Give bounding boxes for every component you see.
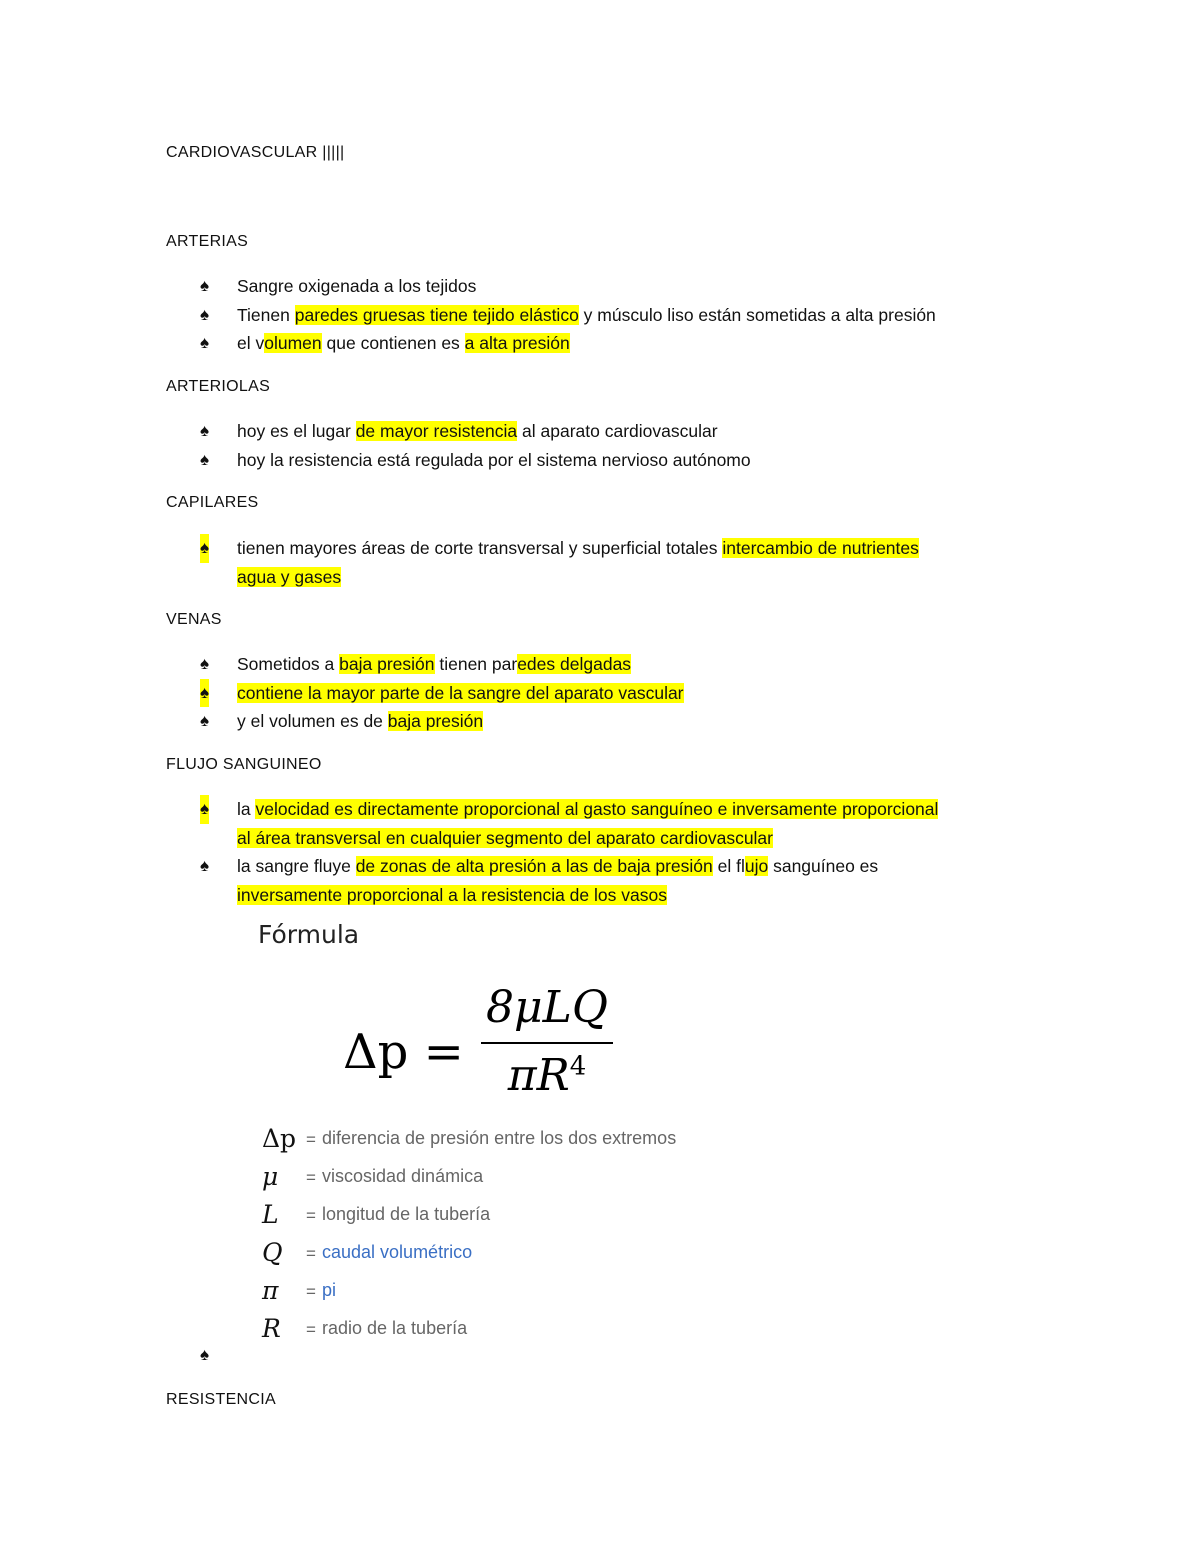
highlighted-text: baja presión (339, 654, 435, 674)
variable-symbol: Q (262, 1238, 283, 1267)
list-item: ♠ tienen mayores áreas de corte transversal y superficial totales intercambio de nutrientes agua y gases (200, 534, 1060, 591)
section-heading-arterias: ARTERIAS (166, 233, 249, 250)
highlighted-text: de zonas de alta presión a las de baja presión (355, 856, 713, 876)
list-item: ♠ la velocidad es directamente proporcional al gasto sanguíneo e inversamente proporcional al área transversal en cualquier segmento del aparato cardiovascular (200, 795, 1060, 852)
highlighted-text: inversamente proporcional a la resistencia de los vasos (237, 884, 667, 905)
formula-variable-row (258, 1314, 858, 1352)
spade-icon: ♠ (200, 304, 210, 324)
list-item: ♠ hoy la resistencia está regulada por el sistema nervioso autónomo (200, 446, 1060, 475)
section-heading-venas: VENAS (166, 611, 222, 628)
list-item: ♠ el volumen que contienen es a alta presión (200, 329, 1060, 358)
spade-icon: ♠ (200, 679, 209, 708)
spade-icon: ♠ (200, 795, 209, 824)
list-item (200, 679, 1060, 708)
list-item: ♠ la sangre fluye de zonas de alta presión a las de baja presión el flujo sanguíneo es inversamente proporcional a la resistencia de los vasos (200, 852, 1060, 909)
variable-description: viscosidad dinámica (322, 1166, 484, 1186)
highlighted-text: olumen (264, 333, 322, 353)
formula-variable-row (258, 1238, 858, 1276)
variable-symbol: R (262, 1314, 281, 1343)
highlighted-text: edes delgadas (517, 654, 632, 674)
spade-icon: ♠ (200, 333, 210, 352)
highlighted-text: de mayor resistencia (355, 421, 518, 441)
highlighted-text: al área transversal en cualquier segmento del aparato cardiovascular (237, 827, 773, 848)
variable-equals: = (306, 1168, 316, 1187)
equation-exponent: 4 (569, 1051, 587, 1082)
highlighted-text: a alta presión (464, 333, 570, 353)
variable-description: radio de la tubería (322, 1318, 468, 1338)
section-heading-capilares: CAPILARES (166, 494, 259, 511)
variable-equals: = (306, 1320, 316, 1339)
variable-symbol: Δp (262, 1124, 297, 1153)
spade-icon: ♠ (200, 449, 210, 469)
variable-equals: = (306, 1282, 316, 1301)
flujo-list (200, 795, 1060, 909)
variable-symbol: μ (262, 1162, 279, 1191)
spade-icon: ♠ (200, 856, 210, 875)
arteriolas-list (200, 417, 1060, 474)
section-heading-flujo: FLUJO SANGUINEO (166, 756, 322, 773)
spade-icon: ♠ (200, 1345, 210, 1364)
formula-title: Fórmula (258, 920, 360, 949)
variable-symbol: π (262, 1276, 279, 1305)
list-item: ♠ hoy es el lugar de mayor resistencia al aparato cardiovascular (200, 417, 1060, 446)
spade-icon: ♠ (200, 276, 210, 295)
highlighted-text: ujo (744, 856, 769, 876)
capilares-list (200, 534, 1060, 591)
variable-symbol: L (262, 1200, 279, 1229)
spade-icon: ♠ (200, 711, 210, 730)
highlighted-text: velocidad es directamente proporcional al gasto sanguíneo e inversamente proporcional (255, 799, 939, 819)
variable-description-link[interactable]: caudal volumétrico (322, 1242, 473, 1262)
formula-variable-row (258, 1200, 858, 1238)
spade-icon: ♠ (200, 534, 209, 563)
equation-fraction (481, 982, 613, 1101)
list-item: ♠ Sangre oxigenada a los tejidos (200, 272, 1060, 301)
section-heading-arteriolas: ARTERIOLAS (166, 378, 271, 395)
equation-numerator: 8μLQ (486, 982, 608, 1033)
venas-list (200, 650, 1060, 736)
variable-description-link[interactable]: pi (322, 1280, 337, 1300)
formula-variable-row (258, 1162, 858, 1200)
equation-lhs: Δp = (343, 1024, 464, 1080)
variable-equals: = (306, 1244, 316, 1263)
equation-denominator: $\pi R^4$ (507, 1050, 587, 1101)
document-title: CARDIOVASCULAR ||||| (166, 144, 345, 161)
list-item: ♠ Tienen paredes gruesas tiene tejido elástico y músculo liso están sometidas a alta presión (200, 301, 1060, 330)
section-heading-resistencia: RESISTENCIA (166, 1391, 276, 1408)
fraction-bar (481, 1042, 613, 1044)
highlighted-text: contiene la mayor parte de la sangre del aparato vascular (237, 682, 684, 703)
formula-figure (258, 920, 958, 1360)
formula-variable-row (258, 1276, 858, 1314)
spade-icon: ♠ (200, 654, 210, 673)
list-item: ♠ Sometidos a baja presión tienen paredes delgadas (200, 650, 1060, 679)
arterias-list (200, 272, 1060, 358)
highlighted-text: baja presión (387, 711, 484, 731)
highlighted-text: intercambio de nutrientes (722, 538, 919, 558)
formula-variable-row (258, 1124, 858, 1162)
variable-description: diferencia de presión entre los dos extremos (322, 1128, 677, 1148)
highlighted-text: agua y gases (237, 566, 342, 587)
variable-equals: = (306, 1206, 316, 1225)
highlighted-text: paredes gruesas tiene tejido elástico (294, 304, 579, 325)
variable-equals: = (306, 1130, 316, 1149)
list-item: ♠ y el volumen es de baja presión (200, 707, 1060, 736)
spade-icon: ♠ (200, 421, 210, 440)
variable-description: longitud de la tubería (322, 1204, 491, 1224)
